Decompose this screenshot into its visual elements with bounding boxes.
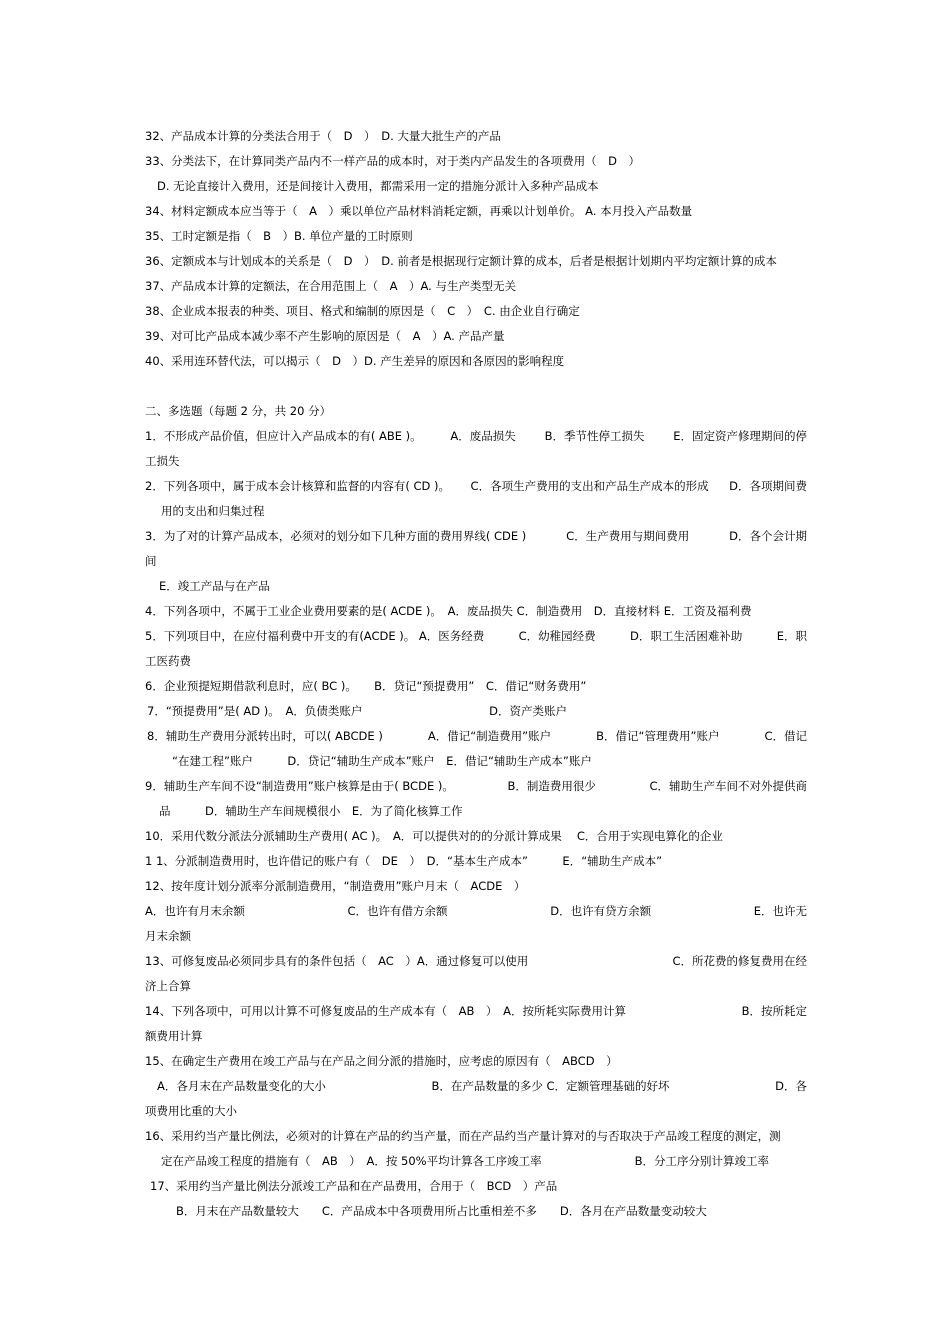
- question-32: 32、产品成本计算的分类法合用于（ D ） D. 大量大批生产的产品: [145, 129, 501, 143]
- multi-question-14: 14、下列各项中，可用以计算不可修复废品的生产成本有（ AB ） A．按所耗实际费用计算 B．按所耗定: [145, 1004, 807, 1018]
- question-38: 38、企业成本报表的种类、项目、格式和编制的原因是（ C ） C. 由企业自行确定: [145, 304, 580, 318]
- question-36: 36、定额成本与计划成本的关系是（ D ） D. 前者是根据现行定额计算的成本，后者是根据计划期内平均定额计算的成本: [145, 254, 777, 268]
- multi-question-6: 6．企业预提短期借款利息时，应( BC )。 B．贷记“预提费用” C．借记“财务费用”: [145, 679, 587, 693]
- multi-question-3-option-e: E．竣工产品与在产品: [159, 579, 270, 593]
- multi-question-8: 8．辅助生产费用分派转出时，可以( ABCDE ) A．借记“制造费用”账户 B．借记“管理费用”账户 C．借记: [147, 729, 807, 743]
- multi-question-14-cont: 额费用计算: [145, 1029, 203, 1043]
- multi-question-1: 1．不形成产品价值，但应计入产品成本的有( ABE )。 A．废品损失 B．季节性停工损失 E．固定资产修理期间的停: [145, 429, 807, 443]
- multi-question-11: 1 1、分派制造费用时，也许借记的账户有（ DE ） D．“基本生产成本” E．“辅助生产成本”: [145, 854, 663, 868]
- multi-question-13: 13、可修复废品必须同步具有的条件包括（ AC ）A．通过修复可以使用 C．所花费的修复费用在经: [145, 954, 807, 968]
- section-title: 二、多选题（每题 2 分，共 20 分）: [145, 404, 332, 418]
- question-33: 33、分类法下，在计算同类产品内不一样产品的成本时，对于类内产品发生的各项费用（ D ）: [145, 154, 640, 168]
- multi-question-12-cont: 月末余额: [145, 929, 191, 943]
- question-33-answer: D. 无论直接计入费用，还是间接计入费用，都需采用一定的措施分派计入多种产品成本: [157, 179, 599, 193]
- multi-question-7: 7．“预提费用”是( AD )。 A．负债类账户 D．资产类账户: [147, 704, 567, 718]
- multi-question-10: 10．采用代数分派法分派辅助生产费用( AC )。 A．可以提供对的的分派计算成果 C．合用于实现电算化的企业: [145, 829, 723, 843]
- multi-question-9-cont: 品 D．辅助生产车间规模很小 E．为了简化核算工作: [159, 804, 463, 818]
- multi-question-3: 3．为了对的计算产品成本，必须对的划分如下几种方面的费用界线( CDE ) C．生产费用与期间费用 D．各个会计期: [145, 529, 807, 543]
- question-37: 37、产品成本计算的定额法，在合用范围上（ A ）A. 与生产类型无关: [145, 279, 516, 293]
- multi-question-1-cont: 工损失: [145, 454, 180, 468]
- multi-question-5: 5．下列项目中，在应付福利费中开支的有(ACDE )。 A．医务经费 C．幼稚园经费 D．职工生活困难补助 E．职: [145, 629, 807, 643]
- multi-question-2: 2．下列各项中，属于成本会计核算和监督的内容有( CD )。 C．各项生产费用的支出和产品生产成本的形成 D．各项期间费: [145, 479, 807, 493]
- multi-question-17-options: B．月末在产品数量较大 C．产品成本中各项费用所占比重相差不多 D．各月在产品数量变动较大: [176, 1204, 707, 1218]
- multi-question-12: 12、按年度计划分派率分派制造费用，“制造费用”账户月末（ ACDE ）: [145, 879, 526, 893]
- multi-question-12-options: A．也许有月末余额 C．也许有借方余额 D．也许有贷方余额 E．也许无: [145, 904, 807, 918]
- multi-question-9: 9．辅助生产车间不设“制造费用”账户核算是由于( BCDE )。 B．制造费用很少 C．辅助生产车间不对外提供商: [145, 779, 807, 793]
- multi-question-16-cont: 定在产品竣工程度的措施有（ AB ） A．按 50%平均计算各工序竣工率 B．分工序分别计算竣工率: [161, 1154, 769, 1168]
- multi-question-15-cont: 项费用比重的大小: [145, 1104, 237, 1118]
- multi-question-8-cont: “在建工程”账户 D．贷记“辅助生产成本”账户 E．借记“辅助生产成本”账户: [172, 754, 592, 768]
- multi-question-16: 16、采用约当产量比例法，必须对的计算在产品的约当产量，而在产品约当产量计算对的与否取决于产品竣工程度的测定，测: [145, 1129, 781, 1143]
- multi-question-3-cont: 间: [145, 554, 157, 568]
- question-39: 39、对可比产品成本减少率不产生影响的原因是（ A ）A. 产品产量: [145, 329, 505, 343]
- question-35: 35、工时定额是指（ B ）B. 单位产量的工时原则: [145, 229, 413, 243]
- multi-question-15-options: A．各月末在产品数量变化的大小 B．在产品数量的多少 C．定额管理基础的好坏 D．各: [157, 1079, 807, 1093]
- multi-question-13-cont: 济上合算: [145, 979, 191, 993]
- multi-question-4: 4．下列各项中，不属于工业企业费用要素的是( ACDE )。 A．废品损失 C．制造费用 D．直接材料 E．工资及福利费: [145, 604, 752, 618]
- multi-question-17: 17、采用约当产量比例法分派竣工产品和在产品费用，合用于（ BCD ）产品: [150, 1179, 558, 1193]
- question-34: 34、材料定额成本应当等于（ A ）乘以单位产品材料消耗定额，再乘以计划单价。 A. 本月投入产品数量: [145, 204, 693, 218]
- multi-question-5-cont: 工医药费: [145, 654, 191, 668]
- question-40: 40、采用连环替代法，可以揭示（ D ）D. 产生差异的原因和各原因的影响程度: [145, 354, 565, 368]
- multi-question-15: 15、在确定生产费用在竣工产品与在产品之间分派的措施时，应考虑的原因有（ ABCD ）: [145, 1054, 618, 1068]
- multi-question-2-cont: 用的支出和归集过程: [161, 504, 265, 518]
